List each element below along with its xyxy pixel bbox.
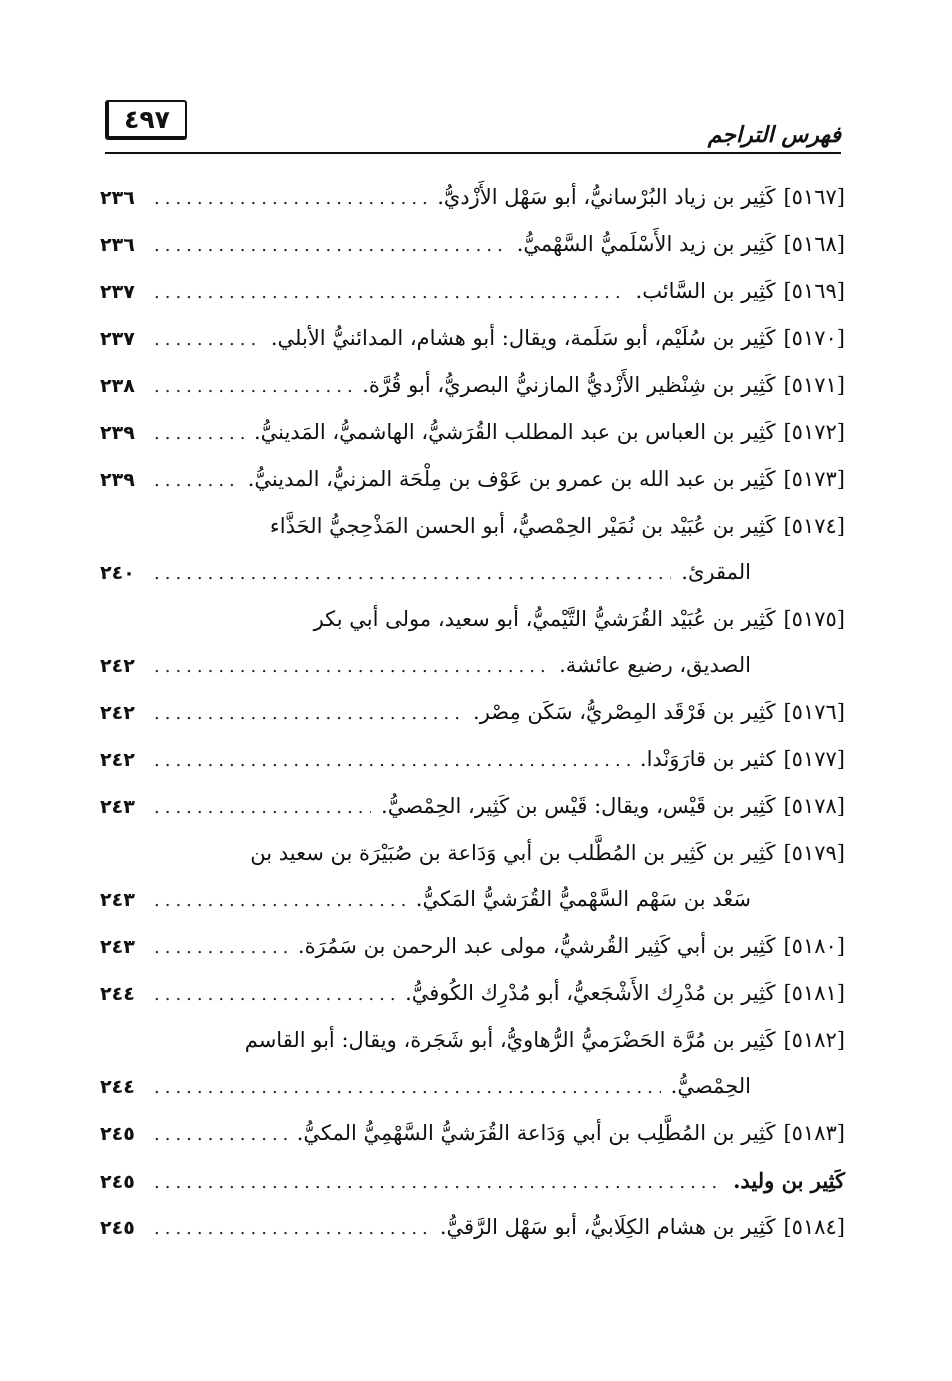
index-entry — [100, 841, 845, 887]
entry-number: [٥١٧٥] — [783, 607, 845, 631]
index-entry — [100, 981, 845, 1028]
leader-dots — [154, 750, 630, 771]
index-entry — [100, 1121, 845, 1168]
entry-page: ٢٤٢ — [100, 702, 135, 724]
leader-dots — [154, 563, 671, 584]
entry-text: كَثِير بن أبي كَثِير القُرشيُّ، مولى عبد الرحمن بن سَمُرَة. — [297, 934, 776, 958]
entry-text: كَثِير بن السَّائب. — [635, 279, 776, 303]
entry-page: ٢٤٥ — [100, 1217, 135, 1239]
entry-page: ٢٣٩ — [100, 422, 135, 444]
entry-number: [٥١٨٣] — [783, 1121, 845, 1145]
page-number: ٤٩٧ — [124, 104, 170, 134]
index-entry — [100, 514, 845, 560]
leader-dots — [154, 1124, 287, 1145]
entry-text: كَثِير بن وليد. — [733, 1168, 845, 1193]
entry-text-continued: الحِمْصيُّ. — [670, 1074, 751, 1098]
leader-dots — [154, 984, 395, 1005]
index-entry — [100, 1168, 845, 1215]
index-entry — [100, 467, 845, 514]
index-entry — [100, 700, 845, 747]
entry-page: ٢٤٢ — [100, 655, 135, 677]
index-entry — [100, 1028, 845, 1074]
entry-number: [٥١٧٩] — [783, 841, 845, 865]
index-entry — [100, 934, 845, 981]
index-entry — [100, 420, 845, 467]
entry-page: ٢٣٧ — [100, 281, 135, 303]
entry-text: كَثِير بن مُرَّة الحَضْرَميُّ الرُّهاويُّ، أبو شَجَرة، ويقال: أبو القاسم — [244, 1028, 776, 1052]
leader-dots — [154, 423, 244, 444]
entry-text: كَثِير بن العباس بن عبد المطلب القُرَشيُّ، الهاشميُّ، المَدينيُّ. — [253, 420, 776, 444]
index-entry — [100, 794, 845, 841]
index-entry — [100, 232, 845, 279]
entry-page: ٢٤٠ — [100, 562, 135, 584]
entry-page: ٢٤٤ — [100, 1076, 135, 1098]
entry-page: ٢٤٣ — [100, 796, 135, 818]
entry-text: كَثِير بن هشام الكِلَابيُّ، أبو سَهْل الرَّقيُّ. — [439, 1215, 776, 1239]
index-entry — [100, 1215, 845, 1262]
index-entry — [100, 607, 845, 653]
entry-text: كَثِير بن زياد البُرْسانيُّ، أبو سَهْل الأَزْديُّ. — [437, 185, 776, 209]
entry-text-continued: سَعْد بن سَهْم السَّهْميُّ القُرَشيُّ المَكيُّ. — [415, 887, 751, 911]
entry-text: كَثِير بن المُطَّلِب بن أبي وَدَاعة القُرَشيُّ السَّهْمِيُّ المكيُّ. — [296, 1121, 776, 1145]
entry-number: [٥١٧٨] — [783, 794, 845, 818]
leader-dots — [154, 188, 427, 209]
entry-page: ٢٤٥ — [100, 1171, 135, 1193]
entry-number: [٥١٧٠] — [783, 326, 845, 350]
page-number-box — [105, 100, 187, 140]
leader-dots — [154, 376, 352, 397]
entry-text-continued: الصديق، رضيع عائشة. — [559, 653, 751, 677]
entry-page: ٢٣٦ — [100, 187, 135, 209]
index-entry — [100, 373, 845, 420]
index-entry-continuation — [100, 560, 845, 607]
index-entry — [100, 747, 845, 794]
leader-dots — [154, 1077, 661, 1098]
entry-page: ٢٤٣ — [100, 936, 135, 958]
index-entry — [100, 326, 845, 373]
entry-number: [٥١٧٢] — [783, 420, 845, 444]
entry-number: [٥١٧٤] — [783, 514, 845, 538]
index-entry-continuation — [100, 1074, 845, 1121]
leader-dots — [154, 656, 549, 677]
entry-text: كَثِير بن عُبَيْد القُرَشيُّ التَّيْميُّ، أبو سعيد، مولى أبي بكر — [313, 607, 776, 631]
entry-page: ٢٤٢ — [100, 749, 135, 771]
entry-text: كثير بن قارَوَنْدا. — [639, 747, 776, 771]
leader-dots — [154, 890, 406, 911]
page-header — [105, 100, 841, 152]
entry-text: كَثِير بن شِنْظير الأَزْديُّ المازنيُّ البصريُّ، أبو قُرَّة. — [362, 373, 776, 397]
leader-dots — [154, 703, 463, 724]
leader-dots — [154, 235, 507, 256]
leader-dots — [154, 1172, 723, 1193]
entry-number: [٥١٨٤] — [783, 1215, 845, 1239]
index-entry — [100, 279, 845, 326]
header-rule — [105, 152, 841, 154]
leader-dots — [154, 937, 288, 958]
entry-page: ٢٤٤ — [100, 983, 135, 1005]
entry-text: كَثِير بن قَيْس، ويقال: قَيْس بن كَثِير، الحِمْصيُّ. — [381, 794, 776, 818]
index-entry — [100, 185, 845, 232]
entry-text: كَثِير بن سُلَيْم، أبو سَلَمة، ويقال: أبو هشام، المدائنيُّ الأبلي. — [270, 326, 776, 350]
running-title: فهرس التراجم — [707, 122, 841, 148]
entry-number: [٥١٧١] — [783, 373, 845, 397]
entry-number: [٥١٧٦] — [783, 700, 845, 724]
entry-number: [٥١٧٧] — [783, 747, 845, 771]
index-entry-continuation — [100, 653, 845, 700]
entry-text-continued: المقرئ. — [681, 560, 751, 584]
entry-text: كَثِير بن زيد الأَسْلَميُّ السَّهْميُّ. — [516, 232, 776, 256]
entry-text: كَثِير بن عبد الله بن عمرو بن عَوْف بن مِلْحَة المزنيُّ، المدينيُّ. — [247, 467, 776, 491]
leader-dots — [154, 329, 261, 350]
entry-text: كَثِير بن عُبَيْد بن نُمَيْر الحِمْصيُّ، أبو الحسن المَذْحِجيُّ الحَذَّاء — [269, 514, 776, 538]
index-entries — [100, 185, 845, 1262]
entry-text: كَثِير بن كَثِير بن المُطَّلب بن أبي وَدَاعة بن صُبَيْرَة بن سعيد بن — [250, 841, 776, 865]
entry-number: [٥١٨٠] — [783, 934, 845, 958]
entry-number: [٥١٧٣] — [783, 467, 845, 491]
entry-text: كَثِير بن مُدْرِك الأَشْجَعيُّ، أبو مُدْرِك الكُوفيُّ. — [405, 981, 776, 1005]
entry-page: ٢٣٩ — [100, 469, 135, 491]
entry-number: [٥١٦٧] — [783, 185, 845, 209]
leader-dots — [154, 282, 626, 303]
entry-page: ٢٣٧ — [100, 328, 135, 350]
entry-text: كَثِير بن فَرْقَد المِصْريُّ، سَكَن مِصْر. — [473, 700, 776, 724]
leader-dots — [154, 470, 238, 491]
entry-number: [٥١٦٨] — [783, 232, 845, 256]
entry-page: ٢٤٣ — [100, 889, 135, 911]
entry-page: ٢٣٦ — [100, 234, 135, 256]
entry-page: ٢٣٨ — [100, 375, 135, 397]
leader-dots — [154, 1218, 430, 1239]
index-entry-continuation — [100, 887, 845, 934]
entry-number: [٥١٦٩] — [783, 279, 845, 303]
entry-number: [٥١٨٢] — [783, 1028, 845, 1052]
entry-page: ٢٤٥ — [100, 1123, 135, 1145]
leader-dots — [154, 797, 371, 818]
entry-number: [٥١٨١] — [783, 981, 845, 1005]
